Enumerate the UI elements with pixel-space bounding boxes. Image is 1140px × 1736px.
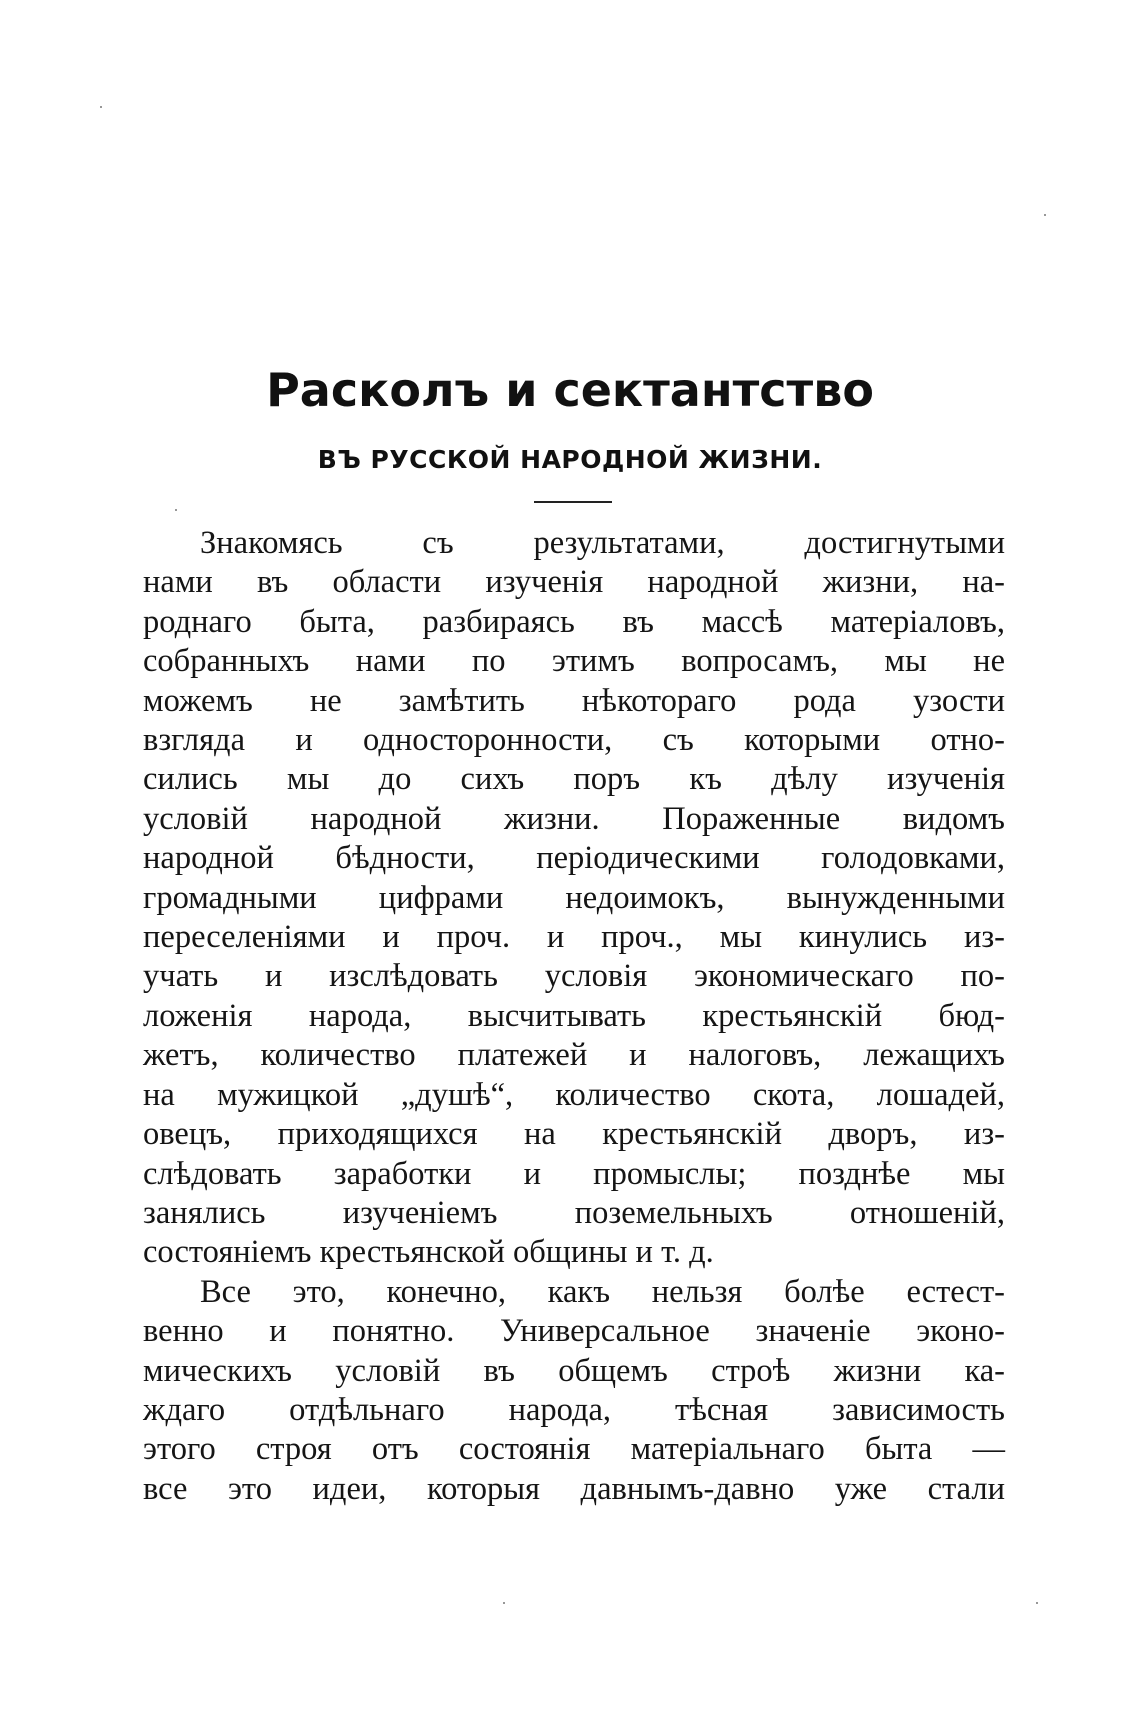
text-line: состояніемъ крестьянской общины и т. д. <box>143 1234 714 1271</box>
text-line: взгляда и односторонности, съ которыми отно- <box>143 722 1005 759</box>
chapter-title: Расколъ и сектантство <box>266 363 874 417</box>
text-line: мическихъ условій въ общемъ строѣ жизни ка- <box>143 1352 1005 1389</box>
text-line: собранныхъ нами по этимъ вопросамъ, мы не <box>143 643 1005 680</box>
scan-speck <box>175 509 177 511</box>
text-line: венно и понятно. Универсальное значеніе эконо- <box>143 1313 1005 1350</box>
text-line: все это идеи, которыя давнымъ-давно уже стали <box>143 1470 1005 1507</box>
scan-speck <box>503 1602 505 1604</box>
text-line: на мужицкой „душѣ“, количество скота, лошадей, <box>143 1076 1005 1113</box>
chapter-subtitle: ВЪ РУССКОЙ НАРОДНОЙ ЖИЗНИ. <box>317 445 823 474</box>
text-line: учать и изслѣдовать условія экономическаго по- <box>143 958 1005 995</box>
text-line: овецъ, приходящихся на крестьянскій дворъ, из- <box>143 1116 1005 1153</box>
text-line: слѣдовать заработки и промыслы; позднѣе мы <box>143 1155 1005 1192</box>
text-line: Все это, конечно, какъ нельзя болѣе естест- <box>200 1273 1005 1310</box>
scan-speck <box>1036 1602 1038 1604</box>
text-line: народной бѣдности, періодическими голодовками, <box>143 840 1005 877</box>
scan-speck <box>1044 214 1046 216</box>
text-line: можемъ не замѣтить нѣкотораго рода узости <box>143 682 1005 719</box>
text-line: условій народной жизни. Пораженные видомъ <box>143 800 1005 837</box>
text-line: переселеніями и проч. и проч., мы кинулись из- <box>143 919 1005 956</box>
text-line: громадными цифрами недоимокъ, вынужденными <box>143 879 1005 916</box>
paragraph <box>143 524 1005 1273</box>
paragraph <box>143 1273 1005 1509</box>
text-line: ждаго отдѣльнаго народа, тѣсная зависимость <box>143 1391 1005 1428</box>
text-line: этого строя отъ состоянія матеріальнаго быта — <box>143 1431 1005 1468</box>
scan-speck <box>100 106 102 108</box>
text-line: ложенія народа, высчитывать крестьянскій бюд- <box>143 997 1005 1034</box>
text-line: занялись изученіемъ поземельныхъ отношеній, <box>143 1194 1005 1231</box>
title-divider <box>534 501 612 503</box>
text-line: нами въ области изученія народной жизни, на- <box>143 564 1005 601</box>
body-text <box>143 524 1005 1509</box>
text-line: роднаго быта, разбираясь въ массѣ матеріаловъ, <box>143 603 1005 640</box>
text-line: Знакомясь съ результатами, достигнутыми <box>200 525 1005 561</box>
text-line: жетъ, количество платежей и налоговъ, лежащихъ <box>143 1037 1005 1074</box>
text-line: сились мы до сихъ поръ къ дѣлу изученія <box>143 761 1005 798</box>
